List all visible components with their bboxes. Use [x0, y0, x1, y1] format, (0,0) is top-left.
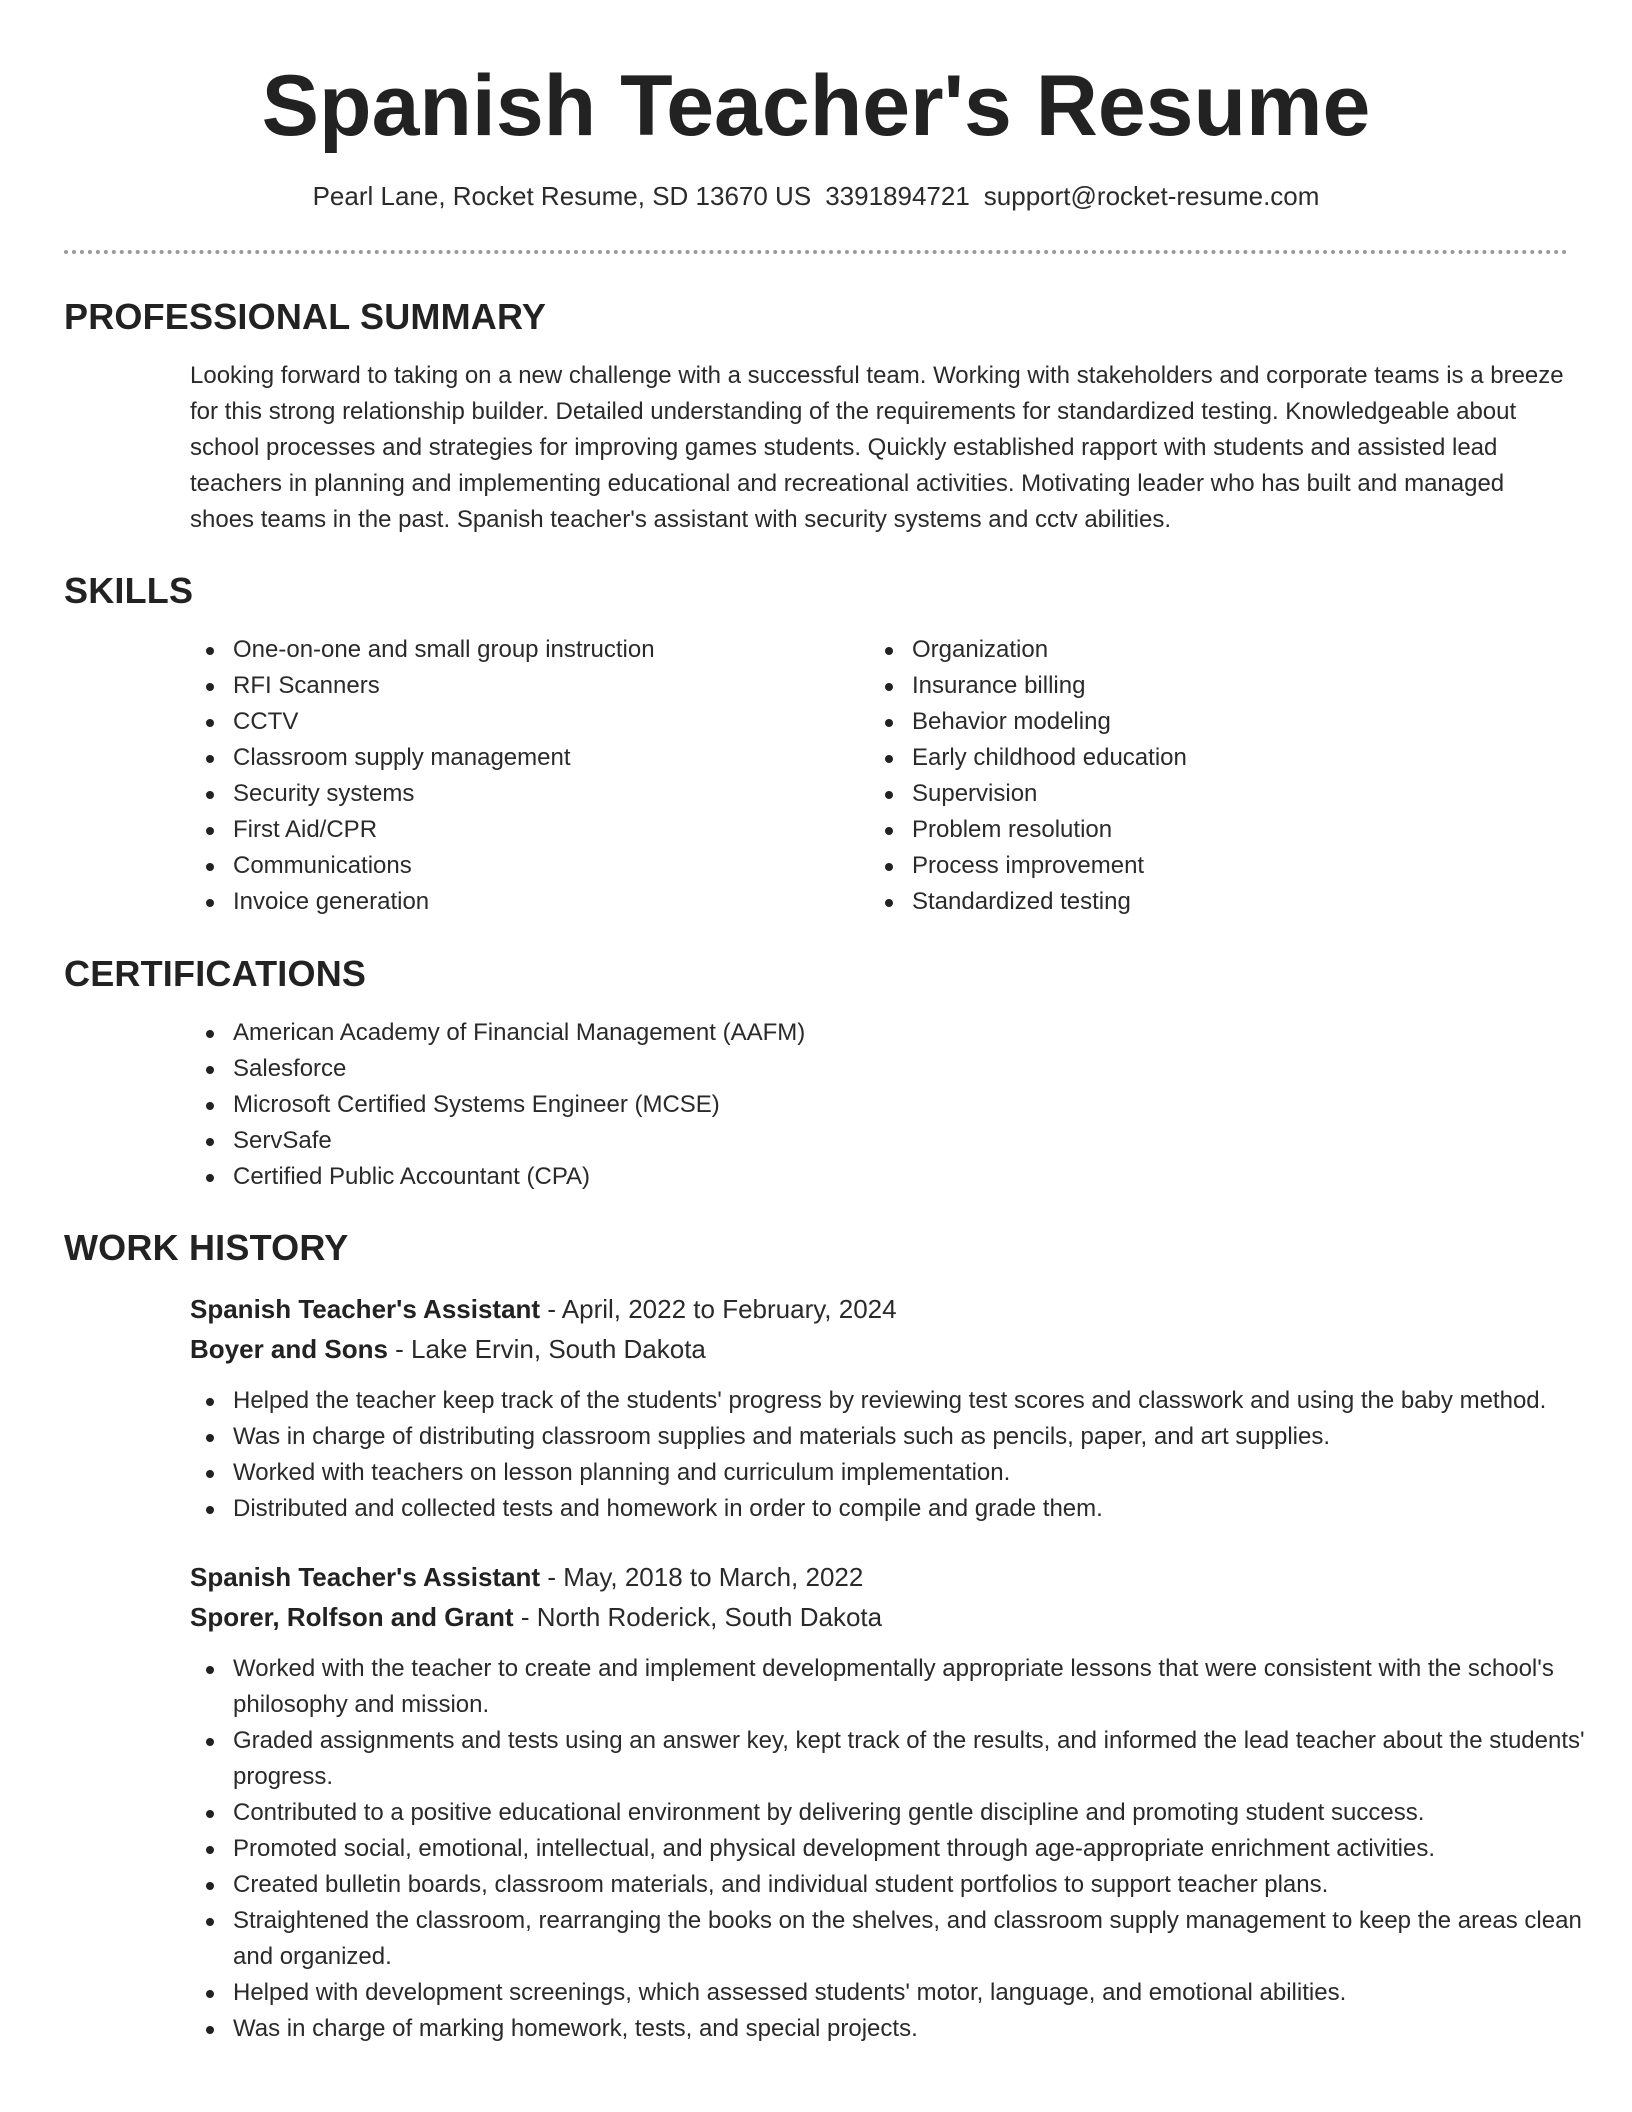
- skill-item-text: First Aid/CPR: [233, 816, 378, 843]
- job-duty-item: [190, 1831, 1590, 1867]
- job-duty-item: [190, 1975, 1590, 2011]
- job-duty-item: [190, 1867, 1590, 1903]
- job-company: Sporer, Rolfson and Grant: [190, 1602, 514, 1632]
- skill-item: [869, 884, 1548, 920]
- certification-item: [190, 1159, 1568, 1195]
- bullet-icon: [206, 1398, 214, 1406]
- bullet-icon: [206, 755, 214, 763]
- certification-item: [190, 1087, 1568, 1123]
- job-location: - North Roderick, South Dakota: [513, 1602, 883, 1632]
- skill-item: [869, 848, 1548, 884]
- job-dates: - May, 2018 to March, 2022: [540, 1562, 864, 1592]
- resume-header: [0, 0, 1632, 212]
- job-company-line: [190, 1597, 1568, 1637]
- bullet-icon: [206, 1434, 214, 1442]
- bullet-icon: [206, 1810, 214, 1818]
- job-duty-item-text: Was in charge of marking homework, tests, and special projects.: [233, 2015, 918, 2042]
- contact-email: support@rocket-resume.com: [983, 181, 1320, 211]
- certification-item-text: ServSafe: [233, 1127, 332, 1154]
- skill-item: [190, 704, 869, 740]
- job-duty-item: [190, 2011, 1590, 2047]
- certification-item: [190, 1123, 1568, 1159]
- skill-item-text: Supervision: [912, 780, 1038, 807]
- skill-item-text: Communications: [233, 852, 412, 879]
- bullet-icon: [206, 1030, 214, 1038]
- skill-item-text: Behavior modeling: [912, 708, 1111, 735]
- job-location: - Lake Ervin, South Dakota: [387, 1334, 706, 1364]
- skill-item: [869, 812, 1548, 848]
- bullet-icon: [206, 647, 214, 655]
- job-duty-item-text: Straightened the classroom, rearranging the books on the shelves, and classroom supply management to keep the areas clean and organized.: [233, 1907, 1582, 1970]
- skill-item: [869, 740, 1548, 776]
- job-duty-item-text: Promoted social, emotional, intellectual, and physical development through age-appropriate enrichment activities.: [233, 1835, 1436, 1862]
- bullet-icon: [206, 791, 214, 799]
- job-role-line: [190, 1289, 1568, 1329]
- bullet-icon: [206, 1470, 214, 1478]
- jobs-container: [190, 1289, 1585, 2047]
- job-duty-item: [190, 1383, 1590, 1419]
- bullet-icon: [885, 827, 893, 835]
- bullet-icon: [206, 1882, 214, 1890]
- bullet-icon: [206, 683, 214, 691]
- skill-item-text: One-on-one and small group instruction: [233, 636, 655, 663]
- skills-columns: [190, 632, 1568, 920]
- section-title-skills: SKILLS: [64, 570, 194, 611]
- skill-item: [869, 668, 1548, 704]
- resume-title: Spanish Teacher's Resume: [261, 58, 1371, 154]
- job-duty-item: [190, 1903, 1590, 1975]
- job-duty-item-text: Graded assignments and tests using an answer key, kept track of the results, and informed the lead teacher about the students' progress.: [233, 1727, 1585, 1790]
- skill-item-text: Organization: [912, 636, 1049, 663]
- job-duty-item-text: Was in charge of distributing classroom supplies and materials such as pencils, paper, and art supplies.: [233, 1423, 1331, 1450]
- bullet-icon: [206, 1918, 214, 1926]
- skill-item: [190, 740, 869, 776]
- bullet-icon: [206, 1846, 214, 1854]
- skill-item-text: Insurance billing: [912, 672, 1086, 699]
- skills-list-right: [869, 632, 1548, 920]
- certification-item: [190, 1051, 1568, 1087]
- bullet-icon: [206, 1174, 214, 1182]
- bullet-icon: [206, 1506, 214, 1514]
- skill-item-text: Standardized testing: [912, 888, 1131, 915]
- job-duty-item-text: Contributed to a positive educational environment by delivering gentle discipline and promoting student success.: [233, 1799, 1425, 1826]
- bullet-icon: [885, 719, 893, 727]
- skill-item: [190, 884, 869, 920]
- certifications-section: [64, 953, 1568, 1195]
- bullet-icon: [885, 755, 893, 763]
- skills-section: [64, 570, 1568, 920]
- job-role: Spanish Teacher's Assistant: [190, 1562, 541, 1592]
- job-duty-item: [190, 1651, 1590, 1723]
- bullet-icon: [206, 2026, 214, 2034]
- job-duty-item: [190, 1419, 1590, 1455]
- skill-item-text: Process improvement: [912, 852, 1145, 879]
- section-title-work-history: WORK HISTORY: [64, 1227, 349, 1268]
- skill-item: [869, 632, 1548, 668]
- job-duty-item-text: Distributed and collected tests and homework in order to compile and grade them.: [233, 1495, 1103, 1522]
- bullet-icon: [206, 1066, 214, 1074]
- job-duty-item-text: Created bulletin boards, classroom materials, and individual student portfolios to support teacher plans.: [233, 1871, 1329, 1898]
- certification-item-text: Salesforce: [233, 1055, 347, 1082]
- bullet-icon: [885, 683, 893, 691]
- job-role-line: [190, 1557, 1568, 1597]
- job-company: Boyer and Sons: [190, 1334, 388, 1364]
- skill-item: [869, 704, 1548, 740]
- bullet-icon: [885, 899, 893, 907]
- job-duty-item: [190, 1795, 1590, 1831]
- skill-item-text: Problem resolution: [912, 816, 1113, 843]
- contact-line: [0, 180, 1632, 212]
- job-dates: - April, 2022 to February, 2024: [540, 1294, 897, 1324]
- job-duties-list: [190, 1651, 1590, 2047]
- bullet-icon: [885, 863, 893, 871]
- job-duty-item: [190, 1491, 1590, 1527]
- bullet-icon: [206, 1990, 214, 1998]
- job-entry: [190, 1557, 1585, 2047]
- bullet-icon: [206, 1102, 214, 1110]
- summary-text: Looking forward to taking on a new challenge with a successful team. Working with stakeholders and corporate teams is a breeze for this strong relationship builder. Detailed understanding of the requirements for standardized testing. Knowledgeable about school processes and strategies for improving games students. Quickly established rapport with students and assisted lead teachers in planning and implementing educational and recreational activities. Motivating leader who has built and managed shoes teams in the past. Spanish teacher's assistant with security systems and cctv abilities.: [190, 362, 1564, 533]
- skill-item-text: Early childhood education: [912, 744, 1187, 771]
- job-company-line: [190, 1329, 1568, 1369]
- certification-item-text: Certified Public Accountant (CPA): [233, 1163, 591, 1190]
- job-duty-item-text: Helped with development screenings, which assessed students' motor, language, and emotional abilities.: [233, 1979, 1347, 2006]
- bullet-icon: [206, 1666, 214, 1674]
- job-duty-item: [190, 1723, 1590, 1795]
- bullet-icon: [206, 863, 214, 871]
- skill-item-text: Invoice generation: [233, 888, 430, 915]
- skill-item: [869, 776, 1548, 812]
- skill-item-text: Classroom supply management: [233, 744, 571, 771]
- skill-item: [190, 812, 869, 848]
- bullet-icon: [206, 1138, 214, 1146]
- skill-item: [190, 848, 869, 884]
- skills-list-left: [190, 632, 869, 920]
- certification-item: [190, 1015, 1568, 1051]
- skill-item-text: Security systems: [233, 780, 415, 807]
- skill-item: [190, 632, 869, 668]
- skill-item: [190, 668, 869, 704]
- job-duty-item-text: Helped the teacher keep track of the students' progress by reviewing test scores and classwork and using the baby method.: [233, 1387, 1547, 1414]
- skill-item: [190, 776, 869, 812]
- bullet-icon: [206, 899, 214, 907]
- header-divider: [64, 250, 1568, 254]
- bullet-icon: [206, 1738, 214, 1746]
- work-history-section: [64, 1227, 1585, 2047]
- certifications-list: [190, 1015, 1568, 1195]
- summary-section: [64, 296, 1568, 538]
- job-duty-item-text: Worked with the teacher to create and implement developmentally appropriate lessons that were consistent with the school's philosophy and mission.: [233, 1655, 1554, 1718]
- certification-item-text: American Academy of Financial Management (AAFM): [233, 1019, 806, 1046]
- bullet-icon: [885, 791, 893, 799]
- skill-item-text: CCTV: [233, 708, 299, 735]
- certification-item-text: Microsoft Certified Systems Engineer (MCSE): [233, 1091, 720, 1118]
- bullet-icon: [206, 719, 214, 727]
- job-duties-list: [190, 1383, 1590, 1527]
- job-duty-item: [190, 1455, 1590, 1491]
- bullet-icon: [206, 827, 214, 835]
- skill-item-text: RFI Scanners: [233, 672, 380, 699]
- contact-phone: 3391894721: [825, 181, 970, 211]
- bullet-icon: [885, 647, 893, 655]
- section-title-certifications: CERTIFICATIONS: [64, 953, 367, 994]
- job-duty-item-text: Worked with teachers on lesson planning and curriculum implementation.: [233, 1459, 1011, 1486]
- section-title-summary: PROFESSIONAL SUMMARY: [64, 296, 547, 337]
- contact-address: Pearl Lane, Rocket Resume, SD 13670 US: [312, 181, 812, 211]
- job-role: Spanish Teacher's Assistant: [190, 1294, 541, 1324]
- job-entry: [190, 1289, 1568, 1527]
